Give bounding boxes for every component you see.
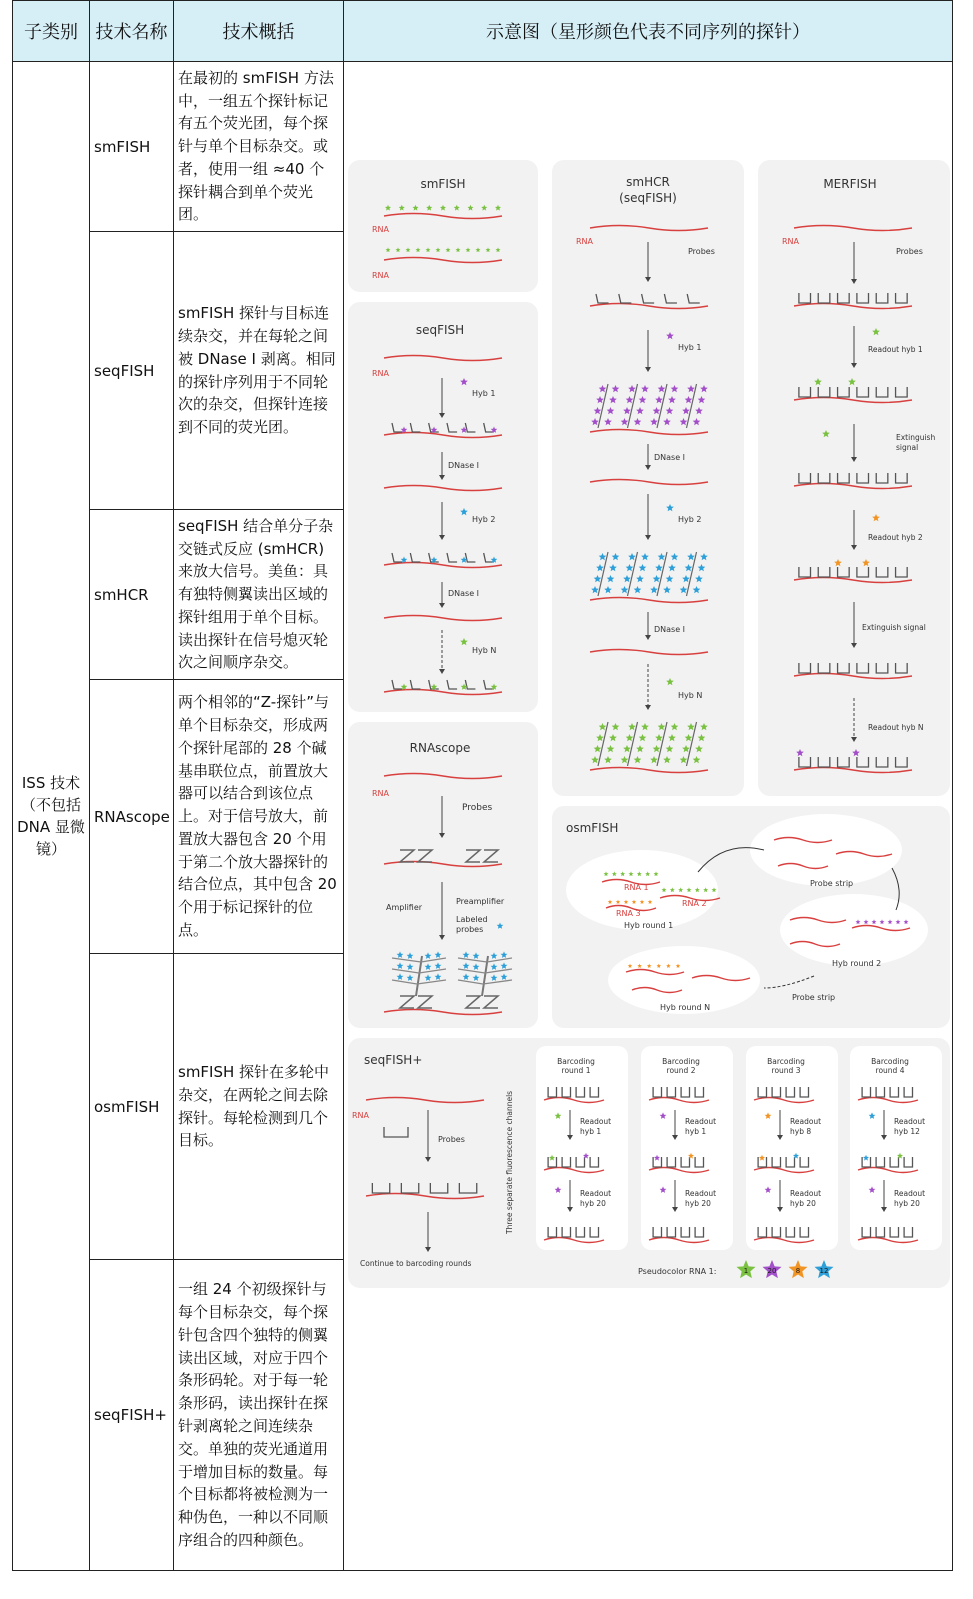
barcoding-card-1 xyxy=(536,1046,628,1250)
barcoding-title: Barcoding xyxy=(871,1057,909,1066)
osm-bubble-round2 xyxy=(780,894,928,966)
step-label: DNase I xyxy=(448,589,480,598)
rna-label: RNA xyxy=(576,237,594,246)
readout-label: hyb 8 xyxy=(790,1127,812,1136)
rna-label: RNA xyxy=(372,789,390,798)
barcoding-card-3 xyxy=(746,1046,838,1250)
pseudocolor-label: Pseudocolor RNA 1: xyxy=(638,1267,717,1276)
step-label: DNase I xyxy=(654,453,686,462)
step-label: Hyb round N xyxy=(660,1003,711,1012)
readout-label: hyb 12 xyxy=(894,1127,920,1136)
readout-label: hyb 20 xyxy=(580,1199,606,1208)
technique-summary: 一组 24 个初级探针与每个目标杂交，每个探针包含四个独特的侧翼读出区域，对应于四个条形码轮。对于每一轮条形码，读出探针在探针剥离轮之间连续杂交。单独的荧光通道用于增加目标的数量。每个目标都将被检测为一种伪色，一种以不同顺序组合的四种颜色。 xyxy=(174,1260,344,1571)
barcoding-round: round 3 xyxy=(771,1066,801,1075)
category-cell xyxy=(13,62,90,1571)
panel-seqfish xyxy=(348,302,538,712)
step-label: Hyb 1 xyxy=(678,343,702,352)
step-label: Hyb N xyxy=(678,691,703,700)
barcoding-card-2 xyxy=(641,1046,733,1250)
panel-title: MERFISH xyxy=(823,177,877,191)
step-label: signal xyxy=(896,443,919,452)
readout-label: Readout xyxy=(894,1189,926,1198)
channels-label: Three separate fluorescence channels xyxy=(505,1090,514,1234)
step-label: Readout hyb 1 xyxy=(868,345,923,354)
barcoding-card-4 xyxy=(850,1046,942,1250)
pseudocolor-number: 12 xyxy=(819,1267,829,1275)
step-label: DNase I xyxy=(654,625,686,634)
technique-summary: smFISH 探针与目标连续杂交，并在每轮之间被 DNase I 剥离。相同的探针序列用于不同轮次的杂交，但探针连接到不同的荧光团。 xyxy=(174,232,344,510)
rna-label: RNA xyxy=(782,237,800,246)
rna-label: RNA 3 xyxy=(616,909,641,918)
step-label: Labeled xyxy=(456,915,488,924)
technique-name: osmFISH xyxy=(90,954,174,1260)
panel-subtitle: (seqFISH) xyxy=(619,191,677,205)
panel-title: seqFISH+ xyxy=(364,1053,423,1067)
readout-label: Readout xyxy=(790,1189,822,1198)
technique-summary: 在最初的 smFISH 方法中，一组五个探针标记有五个荧光团，每个探针与单个目标杂交。或者，使用一组 ≈40 个探针耦合到单个荧光团。 xyxy=(174,62,344,232)
step-label: Hyb round 2 xyxy=(832,959,882,968)
step-label: Probes xyxy=(688,247,715,256)
panel-title: smHCR xyxy=(626,175,670,189)
barcoding-round: round 1 xyxy=(561,1066,591,1075)
technique-name: RNAscope xyxy=(90,680,174,954)
step-label: Preamplifier xyxy=(456,897,505,906)
step-label: Hyb 2 xyxy=(472,515,496,524)
technique-summary: smFISH 探针在多轮中杂交，在两轮之间去除探针。每轮检测到几个目标。 xyxy=(174,954,344,1260)
step-label: Readout hyb N xyxy=(868,723,924,732)
step-label: Probes xyxy=(462,803,493,813)
technique-name: smHCR xyxy=(90,510,174,680)
pseudocolor-number: 1 xyxy=(743,1267,749,1275)
barcoding-title: Barcoding xyxy=(557,1057,595,1066)
rna-label: RNA xyxy=(372,271,390,280)
barcoding-title: Barcoding xyxy=(662,1057,700,1066)
rna-label: RNA 1 xyxy=(624,883,649,892)
panel-title: RNAscope xyxy=(409,741,471,755)
readout-label: Readout xyxy=(685,1117,717,1126)
readout-label: hyb 20 xyxy=(894,1199,920,1208)
panel-title: smFISH xyxy=(420,177,466,191)
osm-bubble-strip xyxy=(750,814,902,886)
readout-label: hyb 1 xyxy=(685,1127,707,1136)
header-category: 子类别 xyxy=(13,1,90,62)
rna-label: RNA xyxy=(372,369,390,378)
category-text: ISS 技术（不包括 DNA 显微镜） xyxy=(17,774,85,858)
step-label: DNase I xyxy=(448,461,480,470)
barcoding-title: Barcoding xyxy=(767,1057,805,1066)
header-row xyxy=(13,1,953,62)
readout-label: Readout xyxy=(790,1117,822,1126)
readout-label: hyb 20 xyxy=(790,1199,816,1208)
technique-summary: seqFISH 结合单分子杂交链式反应 (smHCR) 来放大信号。美鱼：具有独特侧翼读出区域的探针组用于单个目标。读出探针在信号熄灭轮次之间顺序杂交。 xyxy=(174,510,344,680)
header-technique: 技术名称 xyxy=(90,1,174,62)
barcoding-round: round 4 xyxy=(875,1066,905,1075)
step-label: Probes xyxy=(896,247,923,256)
step-label: Extinguish xyxy=(896,433,936,442)
panel-title: osmFISH xyxy=(566,821,619,835)
rna-label: RNA 2 xyxy=(682,899,707,908)
step-label: Hyb 1 xyxy=(472,389,496,398)
technique-summary: 两个相邻的“Z-探针”与单个目标杂交，形成两个探针尾部的 28 个碱基串联位点，前置放大器可以结合到该位点上。对于信号放大，前置放大器包含 20 个用于第二个放大器探针的结合位点，其中包含 20 个用于标记探针的位点。 xyxy=(174,680,344,954)
readout-label: Readout xyxy=(894,1117,926,1126)
panel-title: seqFISH xyxy=(415,323,465,337)
technique-name: seqFISH+ xyxy=(90,1260,174,1571)
step-label: Extinguish signal xyxy=(862,623,926,632)
rna-label: RNA xyxy=(352,1111,370,1120)
readout-label: Readout xyxy=(580,1189,612,1198)
fish-methods-diagram xyxy=(344,150,954,1300)
step-label: Probes xyxy=(438,1135,465,1144)
pseudocolor-number: 8 xyxy=(795,1267,801,1275)
technique-name: seqFISH xyxy=(90,232,174,510)
step-label: Hyb round 1 xyxy=(624,921,674,930)
technique-name: smFISH xyxy=(90,62,174,232)
header-summary: 技术概括 xyxy=(174,1,344,62)
barcoding-round: round 2 xyxy=(666,1066,696,1075)
step-label: Hyb 2 xyxy=(678,515,702,524)
step-label: Probe strip xyxy=(792,993,836,1002)
header-diagram: 示意图（星形颜色代表不同序列的探针） xyxy=(344,1,953,62)
step-label: probes xyxy=(456,925,484,934)
panel-rnascope xyxy=(348,722,538,1028)
rna-label: RNA xyxy=(372,225,390,234)
step-label: Probe strip xyxy=(810,879,854,888)
pseudocolor-number: 20 xyxy=(767,1267,777,1275)
readout-label: hyb 20 xyxy=(685,1199,711,1208)
step-label: Readout hyb 2 xyxy=(868,533,923,542)
step-label: Amplifier xyxy=(386,903,423,912)
step-label: Hyb N xyxy=(472,646,497,655)
readout-label: Readout xyxy=(580,1117,612,1126)
step-label: Continue to barcoding rounds xyxy=(360,1259,472,1268)
readout-label: hyb 1 xyxy=(580,1127,602,1136)
readout-label: Readout xyxy=(685,1189,717,1198)
